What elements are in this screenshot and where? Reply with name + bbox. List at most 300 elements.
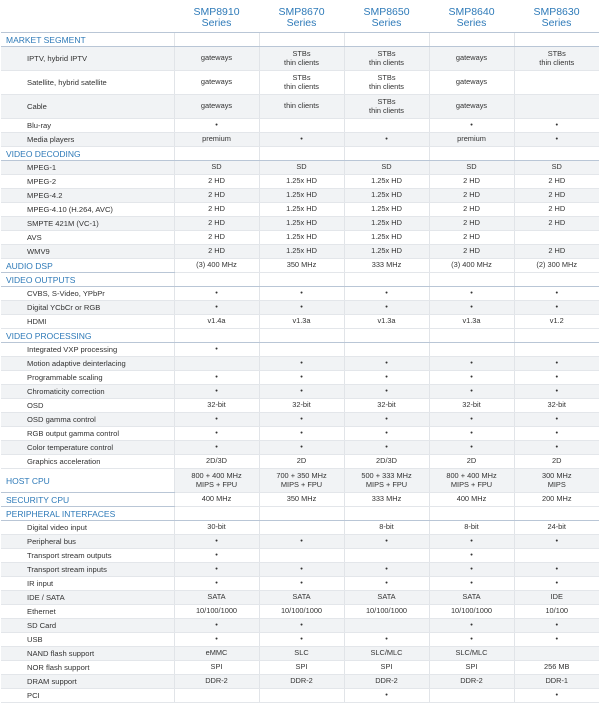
- spec-cell: SATA: [174, 591, 259, 605]
- spec-cell: •: [259, 133, 344, 147]
- spec-cell: 10/100/1000: [259, 605, 344, 619]
- row-label: MPEG-4.10 (H.264, AVC): [1, 203, 174, 217]
- spec-cell: 2D/3D: [174, 455, 259, 469]
- spec-row: [1, 399, 599, 413]
- spec-cell: •: [259, 427, 344, 441]
- section-spec-row: [1, 493, 599, 507]
- spec-row: [1, 633, 599, 647]
- spec-cell: [344, 343, 429, 357]
- spec-cell: SPI: [429, 661, 514, 675]
- spec-cell: gateways: [429, 47, 514, 71]
- section-row: [1, 273, 599, 287]
- section-fill: [344, 329, 429, 343]
- section-fill: [259, 147, 344, 161]
- spec-cell: 8-bit: [344, 521, 429, 535]
- header-row: [1, 4, 599, 33]
- section-title: HOST CPU: [1, 469, 174, 493]
- spec-cell: •: [344, 633, 429, 647]
- spec-cell: 2 HD: [429, 231, 514, 245]
- spec-row: [1, 605, 599, 619]
- spec-cell: SATA: [429, 591, 514, 605]
- row-label: IDE / SATA: [1, 591, 174, 605]
- spec-cell: •: [429, 619, 514, 633]
- spec-cell-line: thin clients: [284, 57, 319, 67]
- section-row: [1, 329, 599, 343]
- spec-cell: •: [429, 371, 514, 385]
- spec-cell: •: [259, 633, 344, 647]
- row-label: AVS: [1, 231, 174, 245]
- spec-cell: SLC/MLC: [429, 647, 514, 661]
- spec-cell: [259, 47, 344, 71]
- spec-cell-line: MIPS: [547, 479, 566, 489]
- spec-cell: •: [514, 133, 599, 147]
- spec-cell-line: 800 + 400 MHz: [446, 471, 497, 480]
- spec-cell: 32-bit: [174, 399, 259, 413]
- spec-cell: 10/100/1000: [429, 605, 514, 619]
- spec-cell: •: [514, 441, 599, 455]
- spec-cell: •: [429, 633, 514, 647]
- section-fill: [429, 329, 514, 343]
- spec-cell: •: [344, 577, 429, 591]
- section-fill: [174, 33, 259, 47]
- spec-cell: •: [429, 535, 514, 549]
- section-fill: [514, 147, 599, 161]
- spec-cell: 2 HD: [174, 231, 259, 245]
- spec-cell: •: [514, 287, 599, 301]
- spec-cell: [514, 47, 599, 71]
- spec-row: [1, 441, 599, 455]
- spec-row: [1, 119, 599, 133]
- spec-cell: •: [344, 357, 429, 371]
- spec-cell-line: STBs: [547, 49, 566, 58]
- spec-cell: DDR-2: [429, 675, 514, 689]
- section-fill: [429, 33, 514, 47]
- spec-cell: 10/100/1000: [344, 605, 429, 619]
- row-label: RGB output gamma control: [1, 427, 174, 441]
- spec-cell: •: [344, 371, 429, 385]
- model-name: SMP8650: [363, 6, 410, 18]
- spec-cell: (3) 400 MHz: [429, 259, 514, 273]
- spec-table: [1, 4, 599, 703]
- spec-cell: •: [514, 357, 599, 371]
- row-label: OSD gamma control: [1, 413, 174, 427]
- spec-cell: •: [429, 413, 514, 427]
- spec-cell: 1.25x HD: [259, 203, 344, 217]
- spec-cell: 1.25x HD: [344, 203, 429, 217]
- spec-cell: 1.25x HD: [344, 245, 429, 259]
- spec-cell: [514, 343, 599, 357]
- spec-cell: •: [344, 563, 429, 577]
- spec-row: [1, 563, 599, 577]
- spec-cell: 24-bit: [514, 521, 599, 535]
- spec-cell: SATA: [259, 591, 344, 605]
- spec-cell-line: thin clients: [539, 57, 575, 67]
- spec-cell: •: [344, 427, 429, 441]
- section-fill: [259, 329, 344, 343]
- row-label: Blu-ray: [1, 119, 174, 133]
- spec-cell: [259, 71, 344, 95]
- spec-cell: 30-bit: [174, 521, 259, 535]
- spec-cell: 2 HD: [514, 245, 599, 259]
- spec-cell-line: STBs: [377, 49, 396, 58]
- section-fill: [344, 273, 429, 287]
- spec-cell-line: 500 + 333 MHz: [361, 471, 412, 480]
- spec-cell: 1.25x HD: [344, 189, 429, 203]
- section-fill: [259, 507, 344, 521]
- spec-cell: •: [174, 633, 259, 647]
- spec-row: [1, 175, 599, 189]
- row-label: Digital YCbCr or RGB: [1, 301, 174, 315]
- spec-cell-line: MIPS + FPU: [365, 479, 408, 489]
- spec-cell: DDR-2: [259, 675, 344, 689]
- spec-row: [1, 287, 599, 301]
- row-label: Media players: [1, 133, 174, 147]
- spec-cell: [174, 689, 259, 703]
- spec-cell: •: [174, 577, 259, 591]
- spec-cell: •: [259, 301, 344, 315]
- spec-cell: SLC/MLC: [344, 647, 429, 661]
- section-fill: [514, 507, 599, 521]
- section-title: SECURITY CPU: [1, 493, 174, 507]
- spec-row: [1, 535, 599, 549]
- spec-row: [1, 343, 599, 357]
- spec-cell: [174, 357, 259, 371]
- row-label: USB: [1, 633, 174, 647]
- spec-cell: •: [429, 577, 514, 591]
- spec-cell: 1.25x HD: [259, 189, 344, 203]
- spec-cell: •: [514, 577, 599, 591]
- spec-row: [1, 661, 599, 675]
- spec-cell: •: [259, 577, 344, 591]
- spec-cell: •: [174, 343, 259, 357]
- row-label: CVBS, S-Video, YPbPr: [1, 287, 174, 301]
- spec-cell-line: MIPS + FPU: [450, 479, 493, 489]
- spec-row: [1, 385, 599, 399]
- spec-cell: [344, 47, 429, 71]
- spec-cell: •: [429, 119, 514, 133]
- spec-cell: •: [514, 619, 599, 633]
- section-spec-row: [1, 259, 599, 273]
- spec-cell-line: thin clients: [369, 105, 404, 115]
- spec-cell: 2 HD: [174, 189, 259, 203]
- spec-cell: 350 MHz: [259, 259, 344, 273]
- spec-cell: gateways: [429, 71, 514, 95]
- spec-cell: •: [344, 287, 429, 301]
- spec-cell: v1.3a: [259, 315, 344, 329]
- spec-cell: 400 MHz: [174, 493, 259, 507]
- spec-cell-line: 800 + 400 MHz: [191, 471, 242, 480]
- spec-cell: [514, 647, 599, 661]
- section-row: [1, 147, 599, 161]
- spec-cell: •: [429, 427, 514, 441]
- spec-cell: 2 HD: [174, 245, 259, 259]
- spec-cell: 1.25x HD: [259, 245, 344, 259]
- row-label: Chromaticity correction: [1, 385, 174, 399]
- spec-row: [1, 47, 599, 71]
- spec-cell: (2) 300 MHz: [514, 259, 599, 273]
- spec-cell: gateways: [429, 95, 514, 119]
- spec-cell: SD: [514, 161, 599, 175]
- spec-row: [1, 455, 599, 469]
- spec-cell: [259, 119, 344, 133]
- spec-cell: SD: [259, 161, 344, 175]
- row-label: IR input: [1, 577, 174, 591]
- spec-cell: •: [514, 689, 599, 703]
- spec-cell: [514, 469, 599, 493]
- row-label: DRAM support: [1, 675, 174, 689]
- spec-row: [1, 689, 599, 703]
- spec-cell: 2 HD: [514, 175, 599, 189]
- spec-cell: •: [174, 427, 259, 441]
- spec-row: [1, 413, 599, 427]
- spec-cell: [344, 95, 429, 119]
- spec-cell: •: [429, 549, 514, 563]
- spec-cell: 8-bit: [429, 521, 514, 535]
- spec-cell: •: [429, 563, 514, 577]
- spec-cell: 32-bit: [429, 399, 514, 413]
- spec-cell: v1.3a: [344, 315, 429, 329]
- spec-cell: •: [344, 301, 429, 315]
- spec-cell: premium: [429, 133, 514, 147]
- section-fill: [259, 273, 344, 287]
- spec-cell: •: [429, 287, 514, 301]
- spec-cell: •: [174, 371, 259, 385]
- spec-cell: SD: [429, 161, 514, 175]
- section-fill: [514, 329, 599, 343]
- spec-cell: premium: [174, 133, 259, 147]
- spec-cell: 10/100/1000: [174, 605, 259, 619]
- spec-cell: 256 MB: [514, 661, 599, 675]
- spec-cell: DDR-2: [174, 675, 259, 689]
- spec-cell: 2 HD: [429, 189, 514, 203]
- model-name: SMP8910: [193, 6, 240, 18]
- row-label: Motion adaptive deinterlacing: [1, 357, 174, 371]
- row-label: MPEG-4.2: [1, 189, 174, 203]
- row-label: NOR flash support: [1, 661, 174, 675]
- spec-cell: eMMC: [174, 647, 259, 661]
- spec-cell: SD: [344, 161, 429, 175]
- row-label: Graphics acceleration: [1, 455, 174, 469]
- spec-cell: 10/100: [514, 605, 599, 619]
- spec-cell: 2 HD: [514, 203, 599, 217]
- header-corner: [1, 4, 174, 33]
- spec-cell: 2 HD: [429, 217, 514, 231]
- spec-row: [1, 647, 599, 661]
- section-fill: [174, 507, 259, 521]
- spec-cell: [344, 71, 429, 95]
- section-fill: [429, 147, 514, 161]
- spec-row: [1, 357, 599, 371]
- section-fill: [174, 329, 259, 343]
- section-fill: [174, 273, 259, 287]
- spec-cell: 1.25x HD: [344, 175, 429, 189]
- spec-cell-line: MIPS + FPU: [280, 479, 323, 489]
- spec-cell: [429, 469, 514, 493]
- row-label: HDMI: [1, 315, 174, 329]
- spec-row: [1, 619, 599, 633]
- model-series: Series: [541, 17, 572, 29]
- spec-cell-line: STBs: [292, 49, 311, 58]
- spec-cell: [514, 71, 599, 95]
- section-title: MARKET SEGMENT: [1, 33, 174, 47]
- model-series: Series: [201, 17, 232, 29]
- spec-cell: 2 HD: [429, 175, 514, 189]
- spec-cell: 2D: [514, 455, 599, 469]
- row-label: IPTV, hybrid IPTV: [1, 47, 174, 71]
- row-label: Satellite, hybrid satellite: [1, 71, 174, 95]
- spec-cell-line: thin clients: [369, 81, 404, 91]
- spec-cell: IDE: [514, 591, 599, 605]
- spec-cell: •: [174, 301, 259, 315]
- spec-cell: 2D/3D: [344, 455, 429, 469]
- spec-cell: •: [344, 535, 429, 549]
- spec-cell: •: [514, 535, 599, 549]
- spec-cell: •: [174, 619, 259, 633]
- spec-row: [1, 549, 599, 563]
- spec-cell: [259, 469, 344, 493]
- model-name: SMP8670: [278, 6, 325, 18]
- spec-cell: •: [429, 441, 514, 455]
- spec-cell: •: [259, 357, 344, 371]
- spec-cell: •: [174, 549, 259, 563]
- row-label: Color temperature control: [1, 441, 174, 455]
- spec-cell: •: [344, 385, 429, 399]
- model-name: SMP8630: [533, 6, 580, 18]
- spec-cell: 1.25x HD: [344, 231, 429, 245]
- model-series: Series: [371, 17, 402, 29]
- spec-row: [1, 161, 599, 175]
- spec-row: [1, 71, 599, 95]
- spec-cell: •: [259, 619, 344, 633]
- section-fill: [344, 507, 429, 521]
- spec-cell: •: [259, 441, 344, 455]
- spec-cell: 1.25x HD: [259, 231, 344, 245]
- spec-cell: [344, 469, 429, 493]
- row-label: SMPTE 421M (VC-1): [1, 217, 174, 231]
- row-label: Transport stream inputs: [1, 563, 174, 577]
- spec-cell: [259, 343, 344, 357]
- section-fill: [259, 33, 344, 47]
- spec-cell: DDR-1: [514, 675, 599, 689]
- model-header: [429, 4, 514, 33]
- model-header: [514, 4, 599, 33]
- spec-cell-line: thin clients: [284, 81, 319, 91]
- spec-cell: •: [514, 413, 599, 427]
- row-label: OSD: [1, 399, 174, 413]
- row-label: Transport stream outputs: [1, 549, 174, 563]
- spec-cell: •: [429, 357, 514, 371]
- row-label: Cable: [1, 95, 174, 119]
- spec-cell: v1.2: [514, 315, 599, 329]
- section-fill: [514, 33, 599, 47]
- spec-cell: SATA: [344, 591, 429, 605]
- spec-cell: SPI: [259, 661, 344, 675]
- spec-cell: •: [344, 689, 429, 703]
- spec-cell: •: [259, 287, 344, 301]
- model-header: [259, 4, 344, 33]
- row-label: Integrated VXP processing: [1, 343, 174, 357]
- spec-cell: [344, 119, 429, 133]
- section-fill: [429, 273, 514, 287]
- spec-row: [1, 315, 599, 329]
- spec-row: [1, 133, 599, 147]
- spec-cell: 350 MHz: [259, 493, 344, 507]
- spec-row: [1, 521, 599, 535]
- spec-cell: 1.25x HD: [344, 217, 429, 231]
- spec-cell: •: [174, 385, 259, 399]
- spec-cell: [174, 469, 259, 493]
- spec-cell: •: [259, 371, 344, 385]
- spec-cell: gateways: [174, 95, 259, 119]
- spec-cell: •: [174, 563, 259, 577]
- spec-cell: •: [514, 427, 599, 441]
- spec-cell-line: 700 + 350 MHz: [276, 471, 327, 480]
- row-label: Programmable scaling: [1, 371, 174, 385]
- spec-cell-line: STBs: [377, 73, 396, 82]
- spec-cell-line: STBs: [377, 97, 396, 106]
- spec-cell: [259, 689, 344, 703]
- spec-cell: 2 HD: [514, 217, 599, 231]
- spec-cell: 2 HD: [174, 203, 259, 217]
- spec-cell: 32-bit: [514, 399, 599, 413]
- spec-cell: [514, 231, 599, 245]
- spec-cell: [259, 521, 344, 535]
- spec-row: [1, 189, 599, 203]
- section-title: VIDEO PROCESSING: [1, 329, 174, 343]
- spec-cell: •: [174, 413, 259, 427]
- spec-cell: 2 HD: [514, 189, 599, 203]
- spec-cell-line: 300 MHz: [541, 471, 572, 480]
- spec-row: [1, 217, 599, 231]
- spec-cell: •: [344, 441, 429, 455]
- spec-cell: [259, 549, 344, 563]
- spec-cell: 2D: [429, 455, 514, 469]
- spec-row: [1, 231, 599, 245]
- spec-cell: [429, 343, 514, 357]
- spec-row: [1, 301, 599, 315]
- section-title: PERIPHERAL INTERFACES: [1, 507, 174, 521]
- spec-cell: SPI: [174, 661, 259, 675]
- spec-cell: gateways: [174, 71, 259, 95]
- spec-cell-line: thin clients: [369, 57, 404, 67]
- spec-row: [1, 427, 599, 441]
- row-label: NAND flash support: [1, 647, 174, 661]
- section-fill: [344, 147, 429, 161]
- spec-row: [1, 245, 599, 259]
- model-header: [174, 4, 259, 33]
- spec-cell: 200 MHz: [514, 493, 599, 507]
- spec-cell: •: [429, 301, 514, 315]
- spec-cell: •: [344, 413, 429, 427]
- section-fill: [429, 507, 514, 521]
- section-row: [1, 33, 599, 47]
- spec-cell: 2 HD: [429, 245, 514, 259]
- model-header: [344, 4, 429, 33]
- spec-cell: SPI: [344, 661, 429, 675]
- spec-row: [1, 675, 599, 689]
- spec-cell: [429, 689, 514, 703]
- spec-row: [1, 577, 599, 591]
- spec-cell: [344, 549, 429, 563]
- spec-cell: •: [514, 385, 599, 399]
- spec-cell: (3) 400 MHz: [174, 259, 259, 273]
- spec-cell: v1.4a: [174, 315, 259, 329]
- spec-cell: •: [344, 133, 429, 147]
- spec-cell: 2 HD: [429, 203, 514, 217]
- model-series: Series: [286, 17, 317, 29]
- spec-cell: •: [174, 287, 259, 301]
- spec-cell: v1.3a: [429, 315, 514, 329]
